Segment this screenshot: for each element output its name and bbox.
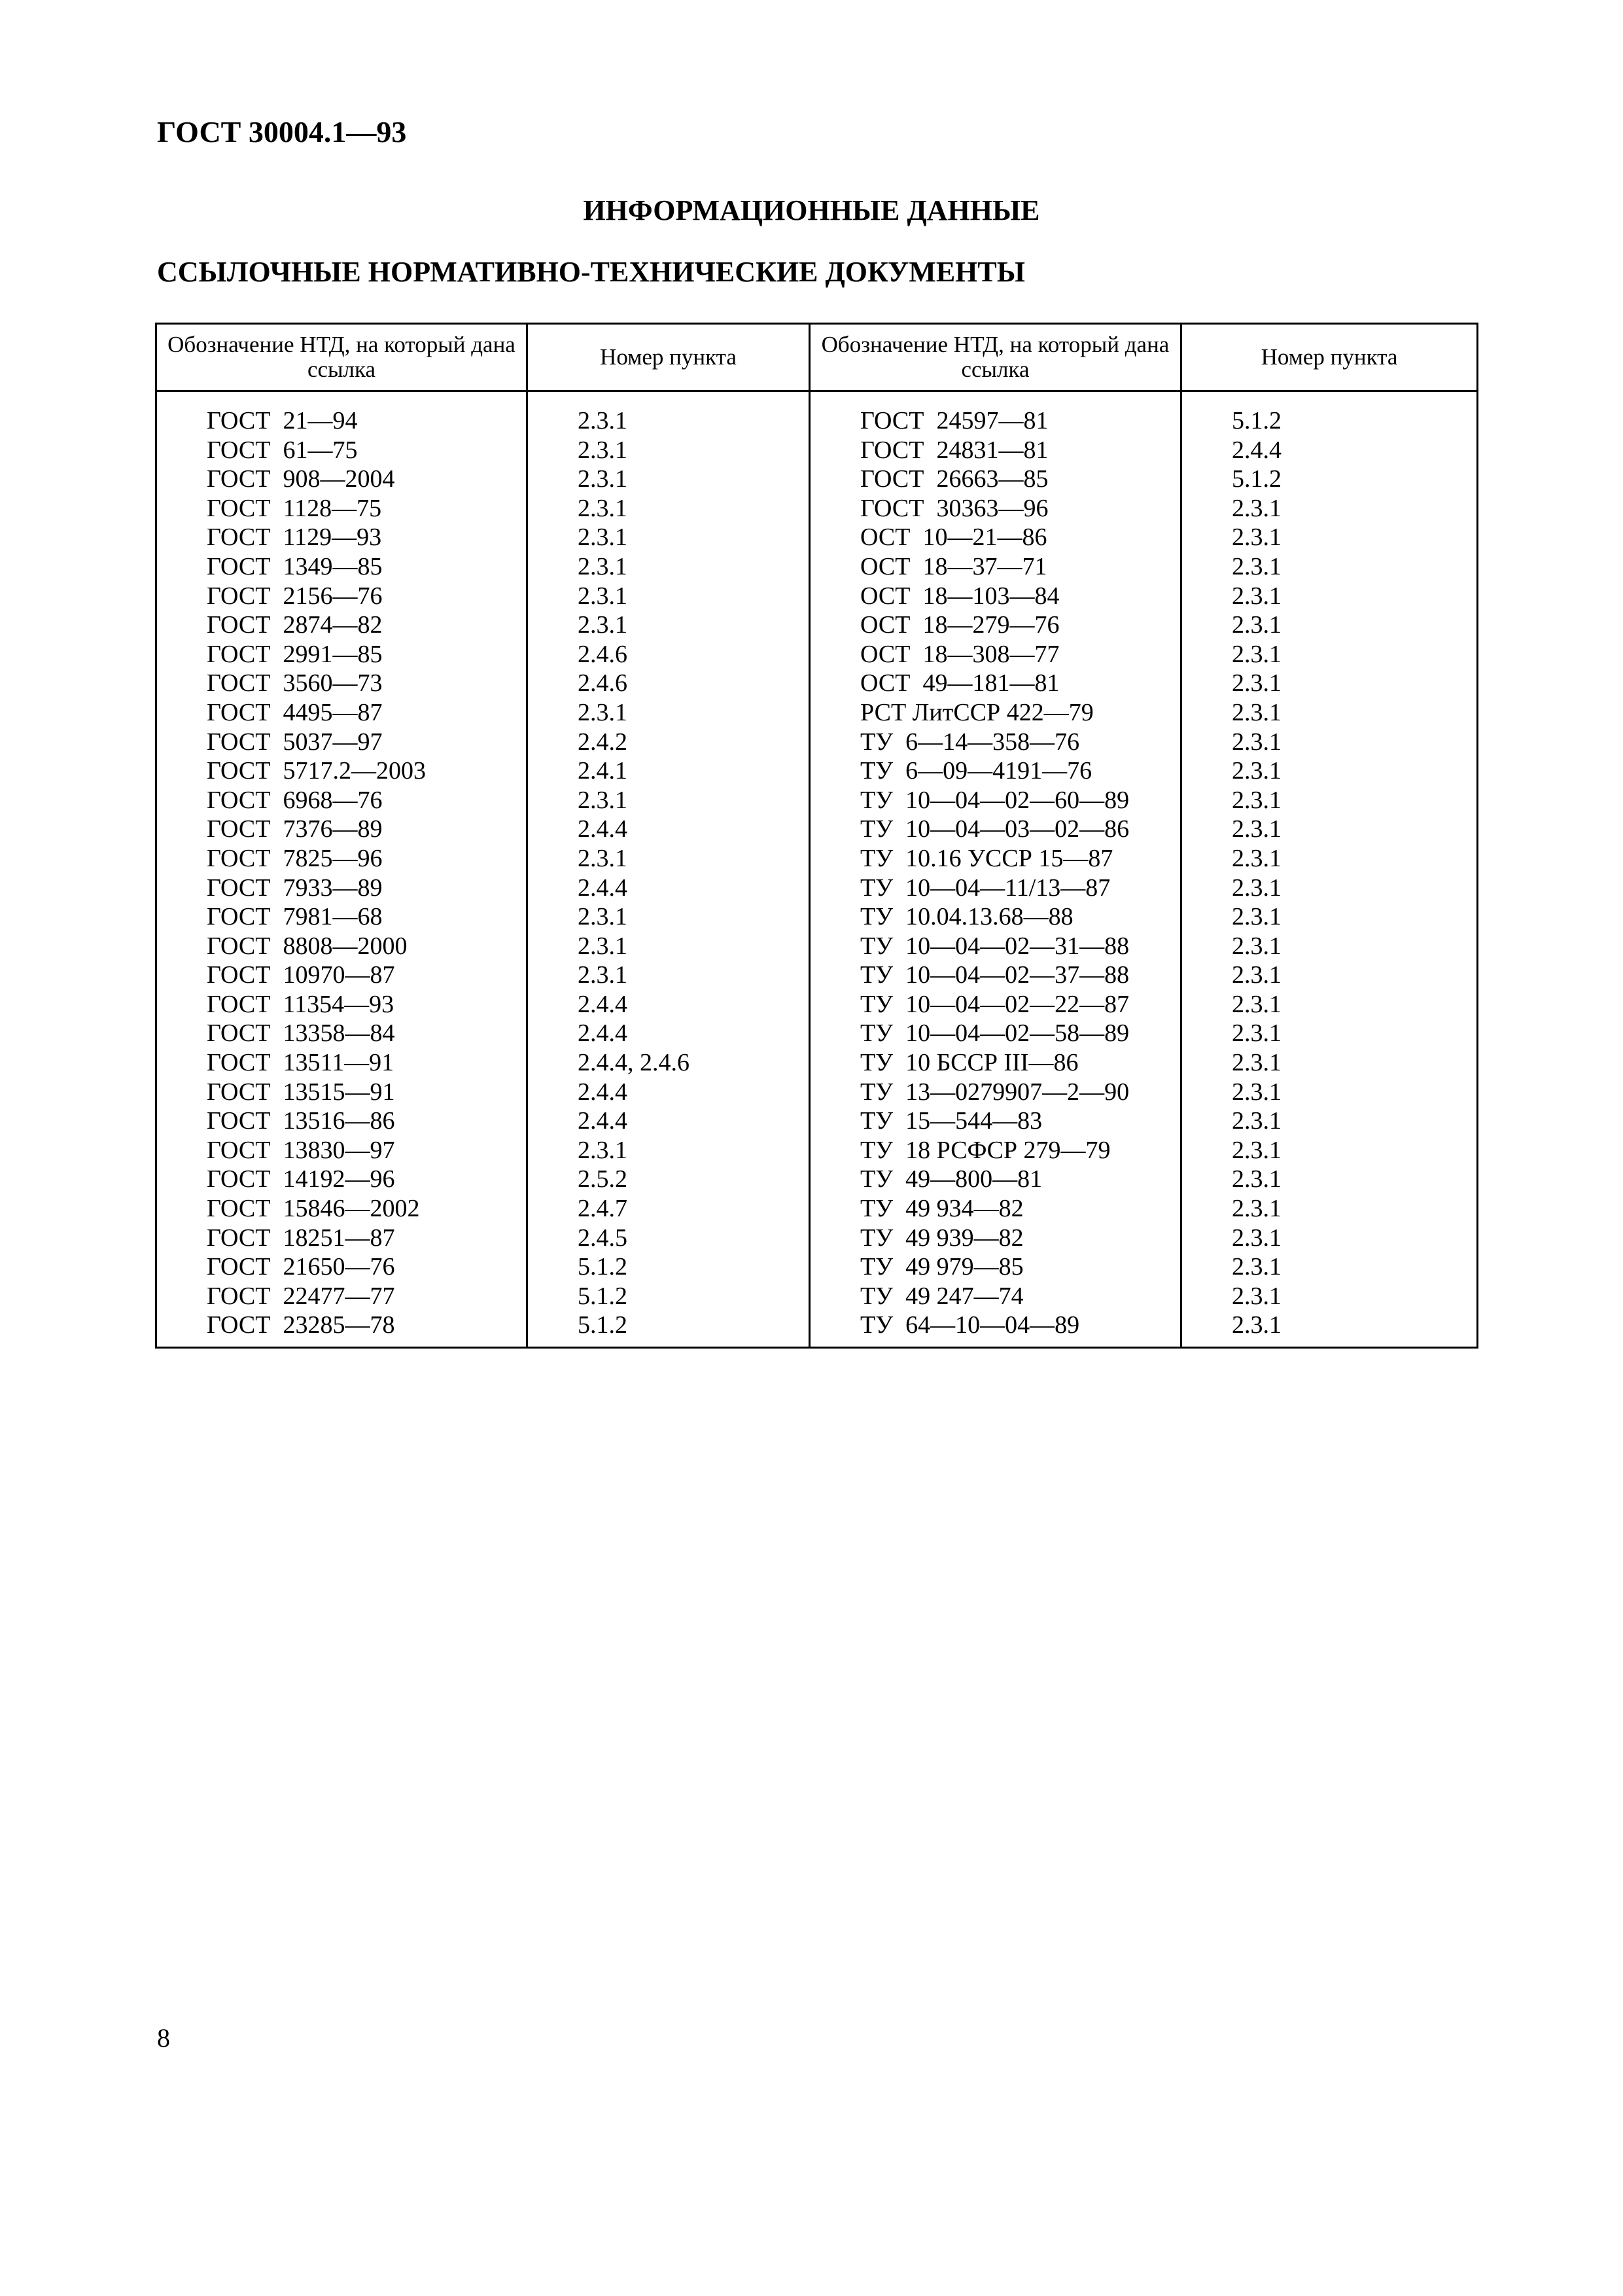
item-number: 2.5.2	[578, 1165, 627, 1193]
table-title: ССЫЛОЧНЫЕ НОРМАТИВНО-ТЕХНИЧЕСКИЕ ДОКУМЕНТЫ	[157, 256, 1025, 288]
doc-designation: ГОСТ 2156—76	[207, 582, 383, 610]
doc-designation: ГОСТ 7981—68	[207, 903, 383, 931]
header-doc-designation: Обозначение НТД, на который дана ссылка	[810, 324, 1181, 391]
page-number: 8	[157, 2023, 170, 2053]
header-item-number: Номер пункта	[527, 324, 810, 391]
doc-designation: ТУ 10—04—02—60—89	[860, 786, 1130, 814]
doc-designation: ТУ 10—04—03—02—86	[860, 815, 1130, 843]
item-number: 2.3.1	[1232, 669, 1282, 698]
item-number: 2.3.1	[1232, 1311, 1282, 1339]
doc-designation: ТУ 15—544—83	[860, 1107, 1043, 1135]
right-doc-column	[810, 391, 1181, 1348]
doc-designation: ГОСТ 30363—96	[860, 494, 1049, 522]
doc-designation: ГОСТ 15846—2002	[207, 1195, 420, 1223]
doc-designation: ОСТ 49—181—81	[860, 669, 1060, 698]
document-code: ГОСТ 30004.1—93	[157, 115, 407, 149]
doc-designation: ТУ 10—04—02—31—88	[860, 932, 1130, 960]
item-number: 2.3.1	[578, 436, 627, 464]
doc-designation: ГОСТ 24597—81	[860, 407, 1049, 434]
left-item-column	[527, 391, 810, 1348]
item-number: 2.3.1	[1232, 1282, 1282, 1310]
doc-designation: ТУ 6—09—4191—76	[860, 757, 1092, 785]
doc-designation: ТУ 10.16 УССР 15—87	[860, 844, 1113, 872]
item-number: 2.4.5	[578, 1224, 627, 1252]
doc-designation: ГОСТ 5717.2—2003	[207, 757, 426, 785]
item-number: 2.3.1	[578, 844, 627, 872]
item-number: 2.3.1	[1232, 815, 1282, 843]
item-number: 2.3.1	[1232, 523, 1282, 552]
left-doc-column	[156, 391, 527, 1348]
item-number: 2.4.2	[578, 728, 627, 756]
doc-designation: ОСТ 18—308—77	[860, 640, 1060, 668]
doc-designation: ГОСТ 13515—91	[207, 1078, 395, 1106]
item-number: 2.3.1	[1232, 582, 1282, 610]
doc-designation: ОСТ 18—279—76	[860, 611, 1060, 639]
doc-designation: ТУ 49—800—81	[860, 1165, 1043, 1193]
item-number: 2.3.1	[1232, 990, 1282, 1018]
item-number: 2.3.1	[1232, 1165, 1282, 1193]
item-number: 2.3.1	[578, 903, 627, 931]
item-number: 2.4.4	[578, 1078, 627, 1106]
item-number: 2.3.1	[578, 523, 627, 552]
item-number: 2.3.1	[1232, 757, 1282, 785]
item-number: 2.3.1	[1232, 494, 1282, 522]
item-number: 2.3.1	[578, 465, 627, 493]
item-number: 2.3.1	[1232, 1224, 1282, 1252]
doc-designation: ГОСТ 23285—78	[207, 1311, 395, 1339]
doc-designation: ГОСТ 22477—77	[207, 1282, 395, 1310]
item-number: 5.1.2	[578, 1253, 627, 1281]
doc-designation: ГОСТ 14192—96	[207, 1165, 395, 1193]
doc-designation: ГОСТ 6968—76	[207, 786, 383, 814]
item-number: 2.3.1	[578, 932, 627, 960]
item-number: 2.3.1	[1232, 786, 1282, 814]
doc-designation: ТУ 49 939—82	[860, 1224, 1024, 1252]
item-number: 2.3.1	[1232, 611, 1282, 639]
doc-designation: ТУ 49 247—74	[860, 1282, 1024, 1310]
doc-designation: ГОСТ 26663—85	[860, 465, 1049, 493]
doc-designation: ГОСТ 13511—91	[207, 1049, 394, 1077]
item-number: 2.4.4	[578, 1107, 627, 1135]
doc-designation: ТУ 6—14—358—76	[860, 728, 1080, 756]
doc-designation: ГОСТ 13358—84	[207, 1019, 395, 1048]
item-number: 2.4.4	[578, 990, 627, 1018]
doc-designation: ТУ 49 934—82	[860, 1195, 1024, 1223]
doc-designation: ГОСТ 11354—93	[207, 990, 394, 1018]
item-number: 2.3.1	[578, 786, 627, 814]
doc-designation: ГОСТ 7825—96	[207, 844, 383, 872]
item-number: 2.3.1	[1232, 961, 1282, 989]
doc-designation: РСТ ЛитССР 422—79	[860, 698, 1094, 726]
doc-designation: ГОСТ 1128—75	[207, 494, 382, 522]
item-number: 2.3.1	[578, 494, 627, 522]
doc-designation: ГОСТ 13516—86	[207, 1107, 395, 1135]
doc-designation: ГОСТ 3560—73	[207, 669, 383, 698]
item-number: 2.3.1	[1232, 698, 1282, 726]
item-number: 2.3.1	[1232, 1136, 1282, 1164]
doc-designation: ГОСТ 908—2004	[207, 465, 395, 493]
doc-designation: ГОСТ 2991—85	[207, 640, 383, 668]
doc-designation: ТУ 10—04—02—58—89	[860, 1019, 1130, 1048]
doc-designation: ГОСТ 7376—89	[207, 815, 383, 843]
item-number: 2.3.1	[578, 582, 627, 610]
item-number: 5.1.2	[578, 1282, 627, 1310]
item-number: 2.3.1	[1232, 552, 1282, 580]
item-number: 2.4.6	[578, 640, 627, 668]
item-number: 2.4.4	[1232, 436, 1282, 464]
table-body-row	[156, 391, 1478, 1348]
item-number: 2.4.1	[578, 757, 627, 785]
doc-designation: ГОСТ 1129—93	[207, 523, 382, 552]
item-number: 2.3.1	[1232, 844, 1282, 872]
doc-designation: ТУ 10 БССР III—86	[860, 1049, 1079, 1077]
item-number: 2.3.1	[578, 611, 627, 639]
item-number: 2.3.1	[578, 1136, 627, 1164]
doc-designation: ГОСТ 2874—82	[207, 611, 383, 639]
doc-designation: ОСТ 18—103—84	[860, 582, 1060, 610]
item-number: 2.4.7	[578, 1195, 627, 1223]
table-header-row	[156, 324, 1478, 391]
doc-designation: ГОСТ 8808—2000	[207, 932, 408, 960]
doc-designation: ГОСТ 18251—87	[207, 1224, 395, 1252]
item-number: 2.3.1	[1232, 1107, 1282, 1135]
item-number: 2.3.1	[1232, 932, 1282, 960]
item-number: 2.3.1	[1232, 1019, 1282, 1048]
doc-designation: ГОСТ 24831—81	[860, 436, 1049, 464]
doc-designation: ГОСТ 4495—87	[207, 698, 383, 726]
doc-designation: ГОСТ 1349—85	[207, 552, 383, 580]
item-number: 2.3.1	[578, 407, 627, 434]
item-number: 2.4.6	[578, 669, 627, 698]
item-number: 2.3.1	[578, 552, 627, 580]
item-number: 5.1.2	[1232, 407, 1282, 434]
doc-designation: ГОСТ 21—94	[207, 407, 358, 434]
doc-designation: ГОСТ 5037—97	[207, 728, 383, 756]
item-number: 2.4.4	[578, 1019, 627, 1048]
doc-designation: ТУ 49 979—85	[860, 1253, 1024, 1281]
doc-designation: ТУ 18 РСФСР 279—79	[860, 1136, 1111, 1164]
doc-designation: ТУ 64—10—04—89	[860, 1311, 1080, 1339]
references-table	[155, 323, 1478, 1349]
doc-designation: ТУ 13—0279907—2—90	[860, 1078, 1130, 1106]
item-number: 2.3.1	[1232, 728, 1282, 756]
right-item-column	[1181, 391, 1478, 1348]
right-item-list	[1182, 406, 1476, 1340]
item-number: 2.3.1	[1232, 874, 1282, 902]
doc-designation: ГОСТ 10970—87	[207, 961, 395, 989]
doc-designation: ТУ 10.04.13.68—88	[860, 903, 1073, 931]
doc-designation: ГОСТ 13830—97	[207, 1136, 395, 1164]
item-number: 2.3.1	[1232, 1078, 1282, 1106]
item-number: 2.4.4	[578, 815, 627, 843]
doc-designation: ОСТ 10—21—86	[860, 523, 1047, 552]
item-number: 2.3.1	[578, 698, 627, 726]
item-number: 5.1.2	[578, 1311, 627, 1339]
doc-designation: ГОСТ 61—75	[207, 436, 358, 464]
item-number: 2.3.1	[1232, 640, 1282, 668]
header-item-number: Номер пункта	[1181, 324, 1478, 391]
doc-designation: ТУ 10—04—02—22—87	[860, 990, 1130, 1018]
doc-designation: ОСТ 18—37—71	[860, 552, 1047, 580]
left-item-list	[528, 406, 809, 1340]
left-doc-list	[157, 406, 526, 1340]
doc-designation: ТУ 10—04—11/13—87	[860, 874, 1111, 902]
doc-designation: ГОСТ 21650—76	[207, 1253, 395, 1281]
item-number: 2.4.4	[578, 874, 627, 902]
right-doc-list	[811, 406, 1180, 1340]
item-number: 2.4.4, 2.4.6	[578, 1049, 689, 1077]
item-number: 2.3.1	[1232, 1195, 1282, 1223]
item-number: 2.3.1	[1232, 1253, 1282, 1281]
item-number: 2.3.1	[1232, 1049, 1282, 1077]
doc-designation: ТУ 10—04—02—37—88	[860, 961, 1130, 989]
item-number: 2.3.1	[1232, 903, 1282, 931]
section-title: ИНФОРМАЦИОННЫЕ ДАННЫЕ	[583, 194, 1040, 226]
item-number: 2.3.1	[578, 961, 627, 989]
item-number: 5.1.2	[1232, 465, 1282, 493]
doc-designation: ГОСТ 7933—89	[207, 874, 383, 902]
header-doc-designation: Обозначение НТД, на который дана ссылка	[156, 324, 527, 391]
